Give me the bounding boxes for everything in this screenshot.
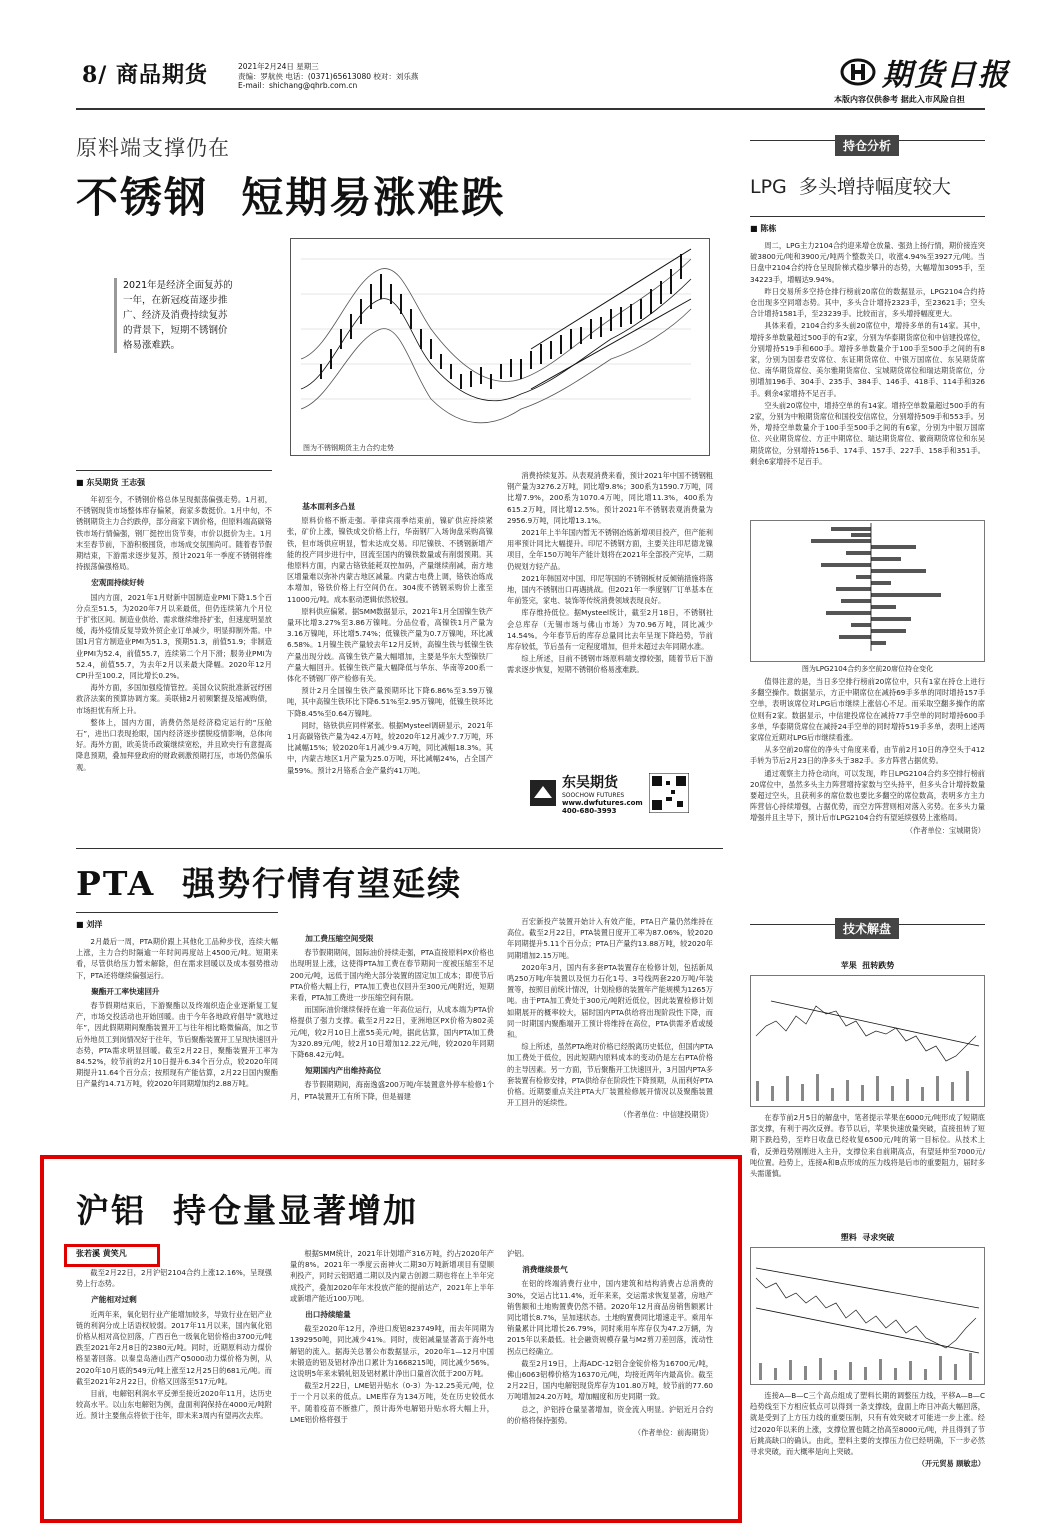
paragraph: 从多空前20席位的净头寸角度来看，由节前2月10日的净空头于412手转为节后2月23日的净多头于382手。多方阵营占据优势。 <box>750 745 985 766</box>
lpg-chart <box>750 520 985 662</box>
ss-advert <box>530 766 710 820</box>
pta-col1 <box>76 912 278 1091</box>
meta-date: 2021年2月24日 星期三 <box>238 62 319 71</box>
alu-col2 <box>290 1248 494 1426</box>
subheading: 宏观面持续好转 <box>91 578 145 588</box>
paragraph: 通过观察主力持仓动向，可以发现，昨日LPG2104合约多空排行榜前20席位中，虽然多头主力阵营增持家数与空头持平，但多头合计增持数量要超过空头，且获利多的席位数也要比多翻空的席位数高，表明多方主力阵营信心持续增强，占据优势，而空方阵营则相对落入劣势。在多头力量增强并且主导下，预计后市LPG2104合约有望延续强势上涨格局。 <box>750 768 985 823</box>
alu-col1 <box>76 1248 272 1423</box>
paragraph: 值得注意的是，当日多空排行榜前20席位中，只有1家在持仓上进行多翻空操作。数据显示，方正中期席位在减持69手多单的同时增持157手空单，表明该席位对LPG后市继续上涨信心不足。而采取空翻多操作的席位则有2家。数据显示，中信建投席位在减持77手空单的同时增持600手多单，华泰期货席位在减持24手空单的同时增持519手多单，表明上述两家席位近期对LPG后市继续看涨。 <box>750 677 985 743</box>
plastic-price-chart-image <box>751 1248 984 1384</box>
pta-headline: PTA 强势行情有望延续 <box>76 864 463 903</box>
paragraph: 春节假期结束后，下游聚酯以及终端织造企业逐渐复工复产，市场交投活动也开始回暖。由于今年各地政府倡导“就地过年”，因此假期期间聚酯装置开工与往年相比略微偏高，加之节后外地员工到岗情况好于往年，节后聚酯装置开工呈现快速回升态势，PTA需求明显回暖。截至2月22日，聚酯装置开工率为84.52%，较节前的2月10日提升6.34个百分点，较2020年同期提升11.64个百分点；按照现有产能估算，2月22日国内聚酯日产量约14.71万吨，较2020年同期增加约2.88万吨。 <box>76 1001 278 1089</box>
paragraph: 2月最后一周，PTA期价跟上其他化工品种步伐，连续大幅上涨，主力合约时隔逾一年时间再度站上4500元/吨。短期来看，尽管供给压力暂未解除，但在需求回暖以及成本强势推动下，PTA还将继续偏强运行。 <box>76 937 278 980</box>
tech-author: （开元贸易 顾敏忠） <box>917 1459 985 1469</box>
subheading: 出口持续缩量 <box>305 1310 351 1320</box>
masthead-title: 期货日报 <box>882 58 1010 93</box>
paragraph: 连接A—B—C三个高点组成了塑料长期的调整压力线，平移A—B—C趋势线至下方相应低点可以得到一条支撑线，盘面上昨日冲高大幅回落，就是受到了上方压力线的重要压制，只有有效突破才可能进一步上涨。经过2020年以来的上涨，支撑位置也随之抬高至8000元/吨，并且得到了节后跳高缺口的确认。由此，塑料主要的支撑压力位已经明确，下一步必然寻求突破，而大概率是向上突破。 <box>750 1391 985 1457</box>
ss-col1 <box>76 470 272 774</box>
lpg-headline: LPG 多头增持幅度较大 <box>750 176 951 198</box>
alu-headline: 沪铝 持仓量显著增加 <box>76 1191 418 1230</box>
section-divider <box>76 848 723 849</box>
alu-author: （作者单位：前海期货） <box>633 1428 713 1438</box>
paragraph: 近两年来，氧化铝行业产能增加较多，导致行业在铝产业链的利润分成上话语权较弱。2017年11月以来，国内氧化铝价格从相对高位回落，广西百色一级氧化铝价格由3700元/吨跌至2021年2月8日的2380元/吨。同时，近期原料动力煤价格显著回落。以秦皇岛港山西产Q5000动力煤价格为例，从2020年10月底的549元/吨上涨至12月25日的681元/吨。而截至2021年2月22日，价格又回落至517元/吨。 <box>76 1309 272 1386</box>
ss-headline: 不锈钢 短期易涨难跌 <box>76 173 506 222</box>
masthead-tagline: 本版内容仅供参考 据此入市风险自担 <box>834 95 965 104</box>
qr-code-icon <box>649 773 689 813</box>
subheading: 产能相对过剩 <box>91 1295 137 1305</box>
lpg-col2 <box>750 664 985 836</box>
lpg-chart-caption: 图为LPG2104合约多空前20席位持仓变化 <box>801 665 934 673</box>
tech-chart1-title: 苹果 扭转跌势 <box>840 961 895 970</box>
paragraph: 沪铝。 <box>507 1249 529 1258</box>
paragraph: 2021年上半年国内暂无不锈钢冶炼新增项目投产，但产能利用率预计同比大幅提升。印尼不锈钢方面，主要关注印尼德龙镍项目，全年150万吨年产能计划将在2021年全部投产完毕，二期仍规划方轻产品。 <box>507 528 713 571</box>
paragraph: 海外方面，多国加强疫情管控。美国众议院批准新冠纾困救济法案的预算协调方案。美联储2月初频繁提及缩减购债，市场担忧有所上升。 <box>76 683 272 715</box>
ss-chart <box>290 238 710 456</box>
paragraph: 综上所述，虽然PTA绝对价格已经脱离历史低位，但国内PTA加工费处于低位，因此短期内原料成本的变动仍是左右PTA价格的主导因素。另一方面，节后聚酯开工快速回升，3月国内PTA多套装置有检修安排，PTA供给存在阶段性下降预期，从而利好PTA价格。近期要重点关注PTA大厂装置检修展开情况以及聚酯装置开工回升的延续性。 <box>507 1042 713 1108</box>
ss-col3 <box>507 470 713 677</box>
ss-lead-text: 2021年是经济全面复苏的一年，在新冠疫苗逐步推广、经济及消费持续复苏的背景下，短期不锈钢价格易涨难跌。 <box>123 280 233 351</box>
paragraph: 2020年3月，国内有多套PTA装置存在检修计划，包括新凤鸣250万吨/年装置以及恒力石化1号、3号线两套220万吨/年装置等，按照目前统计情况，计划检修的装置年产能规模为1265万吨。由于PTA加工费处于300元/吨附近低位，因此装置检修计划如期展开的概率较大，届时国内PTA供给将出现阶段性下降，而同一时期国内聚酯端开工预计将维持在高位，PTA供需矛盾或缓和。 <box>507 962 713 1040</box>
masthead-logo-icon <box>840 57 876 87</box>
paragraph: 消费持续复苏。从表观消费来看，预计2021年中国不锈钢粗钢产量为3276.2万吨，同比增9.8%；300系为1590.7万吨，同比增7.9%，200系为1070.4万吨，同比增11.3%，400系为615.2万吨，同比增12.5%。预计2021年不锈钢表观消费量为2956.9万吨，同比增13.1%。 <box>507 471 713 525</box>
paragraph: 而国际油价继续保持在逾一年高位运行，从成本端为PTA价格提供了强力支撑。截至2月22日，亚洲地区PX价格为802美元/吨，较2月10日上涨55美元/吨，据此估算，国内PTA加工费为320.89元/吨，较2月10日增加12.22元/吨，较2020年同期下降68.42元/吨。 <box>290 1005 494 1060</box>
meta-email: E-mail：shichang@qhrb.com.cn <box>238 81 358 90</box>
alu-col1-text <box>76 1267 272 1422</box>
paragraph: 空头前20席位中，增持空单的有14家。增持空单数量超过500手的有2家，分别为中粮期货席位和国投安信席位，分别增持509手和553手。另外，增持空单数量介于100手至500手之间的有6家，分别为中银万国席位、兴业期货席位、方正中期席位、瑞达期货席位、徽商期货席位和东吴期货席位，分别增持156手、174手、157手、227手、158手和351手。剩余6家增持不足百手。 <box>750 400 985 466</box>
paragraph: 整体上，国内方面，消费仍然是经济稳定运行的“压舱石”，进出口表现抢眼，国内经济逐步摆脱疫情影响，总体向好。海外方面，欧美货币政策继续宽松，并且欧央行有意提高降息预期，叠加拜登政府的财政刺激预期打压，市场仍然偏乐观。 <box>76 717 272 772</box>
paragraph: 2021年韩国对中国、印尼等国的不锈钢板材反倾销措施将落地，国内不锈钢出口再遇挑战。但2021年一季度钢厂订单基本在年前签完，家电、装饰等传统消费领域表现良好。 <box>507 573 713 606</box>
advert-name-en: SOOCHOW FUTURES <box>562 791 625 799</box>
tech-chart1-text <box>750 1112 985 1180</box>
subheading: 消费继续景气 <box>522 1265 568 1275</box>
paragraph: 原料供应偏紧。据SMM数据显示，2021年1月全国镍生铁产量环比增3.27%至3.86万镍吨。分品位看，高镍铁1月产量为3.16万镍吨，环比增5.74%；低镍铁产量为0.7万镍吨，环比减6.58%。1月镍生铁产量较去年12月反转，高镍生铁与低镍生铁产量出现分歧。高镍生铁产量大幅增加，主要是华东大型镍铁厂产量大幅回升。低镍生铁产量大幅降低与华东、华南等200系一体化不锈钢厂停产检修有关。 <box>287 606 493 684</box>
tech-section-tag: 技术解盘 <box>835 918 899 939</box>
tech-chart1 <box>750 975 985 1107</box>
lpg-text-2 <box>750 676 985 836</box>
tech-chart2-title: 塑料 寻求突破 <box>840 1233 895 1242</box>
subheading: 聚酯开工率快速回升 <box>91 986 160 996</box>
ss-lead <box>114 278 234 353</box>
header-rule <box>76 108 985 110</box>
alu-byline: 张若溪 黄笑凡 <box>76 1249 127 1258</box>
paragraph: 截至2月22日，2月沪铝2104合约上涨12.16%，呈现强势上行态势。 <box>76 1268 272 1289</box>
paragraph: 百宏新投产装置开始计入有效产能，PTA日产量仍然维持在高位。截至2月22日，PTA装置日度开工率为87.06%，较2020年同期提升5.11个百分点；PTA日产量约13.88万吨，较2020年同期增加2.15万吨。 <box>507 917 713 960</box>
paragraph: 预计2月全国镍生铁产量预期环比下降6.86%至3.59万镍吨，其中高镍生铁环比下降6.51%至2.95万镍吨，低镍生铁环比下降8.45%至0.64万镍吨。 <box>287 686 493 718</box>
advert-url: www.dwfutures.com <box>562 798 643 807</box>
tech-chart2 <box>750 1247 985 1385</box>
paragraph: 根据SMM统计，2021年计划增产316万吨，约占2020年产量的8%。2021年一季度云南神火二期30万吨新增项目有望顺利投产，同时云铝昭通二期以及内蒙古创源二期也将在上半年完成投产，叠加2020年年末投放产能的提前达产，2021年上半年或新增产能近100万吨。 <box>290 1249 494 1303</box>
paragraph: 目前，电解铝利润水平反弹至接近2020年11月，达历史较高水平。以山东电解铝为例，盘面利润保持在4000元/吨附近。预计主要焦点将依于往年，即未来3周内有望再次去库。 <box>76 1389 272 1421</box>
paragraph: 截至2月19日，上海ADC-12铝合金锭价格为16700元/吨，佛山6063铝棒价格为16370元/吨，均接近两年内最高价。截至2月22日，国内电解铝现货库存为101.80万吨，较节前的77.60万吨增加24.20万吨，增加幅度和历史同期一致。 <box>507 1358 713 1402</box>
advert-name: 东吴期货 <box>562 774 618 791</box>
pta-col3 <box>507 916 713 1121</box>
paragraph: 昨日交易所多空持仓排行榜前20席位的数据显示，LPG2104合约持仓出现多空同增态势。其中，多头合计增持2323手，至23621手；空头合计增持1581手，至23239手。比较而言，多头增持幅度更大。 <box>750 286 985 319</box>
paragraph: 库存维持低位。据Mysteel统计，截至2月18日，不锈钢社会总库存（无锡市场与佛山市场）为70.96万吨，同比减少14.54%。今年春节后的库存总量同比去年呈现下降趋势，节前库存较低，节后虽有一定程度增加，但并未超过去年同期水准。 <box>507 608 713 652</box>
paragraph: 总之，沪铝持仓量显著增加，资金流入明显。沪铝近月合约的价格将保持强势。 <box>507 1404 713 1425</box>
lpg-author: （作者单位：宝城期货） <box>905 825 985 835</box>
subheading: 短期国内产出维持高位 <box>305 1066 382 1076</box>
paragraph: 周二，LPG主力2104合约迎来增仓放量、强劲上扬行情，期价接连突破3800元/吨和3900元/吨两个整数关口，收涨4.94%至3927元/吨。当日盘中2104合约持仓呈现阶梯式稳步攀升的态势，大幅增加3095手，至34223手，增幅达9.94%。 <box>750 241 985 284</box>
tech-chart2-text <box>750 1390 985 1469</box>
ss-byline: ■ 东吴期货 王志强 <box>76 470 272 488</box>
pta-author: （作者单位：中信建投期货） <box>619 1110 713 1120</box>
paragraph: 国内方面，2021年1月财新中国制造业PMI下降1.5个百分点至51.5，为2020年7月以来最低，但仍连续第九个月位于扩张区间。制造业供给、需求继续维持扩张，但速度明显放缓，海外疫情反复导致外贸企业订单减少，明显抑制外需。中国1月官方制造业PMI为51.3，预期51.3，前值51.9；非制造业PMI为52.4，前值55.7，连续第二个月下滑；服务业PMI为52.4，前值55.7，为去年2月以来最大降幅。2020年12月CPI升至100.2，同比增长0.2%。 <box>76 592 272 681</box>
pta-col2 <box>290 928 494 1103</box>
page-meta <box>238 62 418 91</box>
ss-col1-text <box>76 494 272 773</box>
lpg-text <box>750 240 985 467</box>
ss-kicker: 原料端支撑仍在 <box>76 136 230 160</box>
ss-chart-caption: 图为不锈钢期货主力合约走势 <box>303 444 394 452</box>
paragraph: 综上所述，目前不锈钢市场原料端支撑较强，随着节后下游需求逐步恢复，短期不锈钢价格易涨难跌。 <box>507 654 713 675</box>
paragraph: 同时，铬铁供应同样紧张。根据Mysteel调研显示，2021年1月高碳铬铁产量为42.4万吨，较2020年12月减少7.7万吨，环比减幅15%；较2020年1月减少9.4万吨，同比减幅18.3%。其中，内蒙古地区1月产量为25.0万吨，环比减幅24%，占全国产量59%。预计2月铬系合金产量约41万吨。 <box>287 720 493 775</box>
paragraph: 年初至今，不锈钢价格总体呈现振荡偏强走势。1月初，不锈钢现货市场整体库存偏紧，商家多数挺价。1月中旬，不锈钢期货主力合约跌停，部分商家下调价格，但原料端高碳铬铁市场行情偏强，钢厂挺控出货节奏，市价以挺价为主。1月末至春节前，下游积极囤货，市场成交氛围尚可。随着春节假期结束，下游需求逐步复苏，预计2021年一季度不锈钢将维持振荡偏强格局。 <box>76 495 272 572</box>
advert-tel: 400-680-3993 <box>562 806 617 815</box>
page-number-section: 8/ 商品期货 <box>82 62 209 88</box>
apple-price-chart-image <box>751 976 984 1106</box>
subheading: 基本面利多凸显 <box>302 502 356 511</box>
lpg-byline: ■ 陈栋 <box>750 216 985 234</box>
pta-col1-text <box>76 936 278 1090</box>
paragraph: 具体来看，2104合约多头前20席位中，增持多单的有14家。其中，增持多单数量超过500手的有2家，分别为华泰期货席位和中信建投席位，分别增持519手和600手。增持多单数量介于100手至500手之间的有8家，分别为国泰君安席位、东证期货席位、中银万国席位、东吴期货席位、南华期货席位、美尔雅期货席位、宝城期货席位和瑞达期货席位，分别增加196手、304手、235手、384手、146手、418手、114手和326手。剩余4家增持不足百手。 <box>750 321 985 398</box>
alu-col3 <box>507 1248 713 1438</box>
masthead <box>840 50 1010 94</box>
paragraph: 在春节前2月5日的解盘中，笔者提示苹果在6000元/吨形成了短期底部支撑，有利于再次反弹。春节以后，苹果快速放量突破，直接扭转了短期下跌趋势，至昨日收盘已经收复6500元/吨的第一目标位。从技术上看，反弹趋势刚刚进入主升，支撑位来自前期高点，有望延伸至7000元/吨位置。趋势上，连接A和B点形成的压力线将是后市的重要阻力，届时多头需谨慎。 <box>750 1113 985 1179</box>
soochow-logo-icon <box>530 780 556 806</box>
subheading: 加工费压缩空间受限 <box>305 934 374 943</box>
pta-byline: ■ 刘洋 <box>76 912 278 930</box>
paragraph: 原料价格不断走强。菲律宾雨季结束前，镍矿供应持续紧张，矿价上涨，镍铁成交价格上行，华南钢厂入场询盘采购高镍铁，但市场供应明显，暂未达成交易。印尼镍铁、不锈钢新增产能的投产同步进行中，回流至国内的镍铁数量或有削弱预期。其他原料方面，内蒙古铬铁能耗双控加码，产量继续削减，南方地区增量难以弥补内蒙古地区减量。内蒙古电费上调，铬铁冶炼成本增加，铬铁价格上行空间仍在。304废不锈钢采购价上涨至11000元/吨。成本驱动逻辑依然较强。 <box>287 516 493 604</box>
meta-editor: 责编：罗航侠 电话：(0371)65613080 校对：刘乐燕 <box>238 71 419 81</box>
paragraph: 截至2月22日，LME铝升贴水（0-3）为-12.25美元/吨，位于一个月以来的低点。LME库存为134万吨，处在历史较低水平。随着疫苗不断推广，预计海外电解铝升贴水将大幅上升，LME铝价格将强于 <box>290 1381 494 1424</box>
paragraph: 春节假期期间，国际油价持续走强，PTA直接原料PX价格也出现明显上涨，这使得PTA加工费在春节期间一度被压缩至不足200元/吨，远低于国内绝大部分装置的固定加工成本；即使节后PTA价格大幅上行，PTA加工费也仅回升至300元/吨附近，短期来看，PTA加工费进一步压缩空间有限。 <box>290 948 494 1003</box>
lpg-col <box>750 216 985 468</box>
lpg-section-tag: 持仓分析 <box>835 135 899 156</box>
ss-price-chart-image <box>291 239 709 439</box>
lpg-position-chart-image <box>751 521 984 661</box>
paragraph: 春节假期期间，海南逸盛200万吨/年装置意外停车检修1个月，PTA装置开工有所下降，但是福建 <box>290 1080 494 1101</box>
ss-col2 <box>287 496 493 777</box>
paragraph: 截至2020年12月，净进口废铝823749吨，而去年同期为1392950吨，同比减少41%。同时，废铝减量显著高于海外电解铝的流入。据海关总署公布数据显示，2020年1—12月中国未锻造的铝及铝材净出口累计为1668215吨，同比减少56%。这说明5年来未锻轧铝及铝材累计净出口量首次低于200万吨。 <box>290 1324 494 1379</box>
paragraph: 在铝的终端消费行业中，国内建筑和结构消费占总消费的30%，交运占比11.4%，近年来来，交运需求恢复显著，房地产销售额和土地购置费仍然不错。2020年12月商品房销售额累计同比增长8.7%，呈加速状态。土地购置费同比增速走平。乘用车销量累计同比增长26.79%，同时乘用车库存仅为47.2万辆，为2015年以来最低。社会融资规模存量与M2剪刀差回落，流动性拐点已经确立。 <box>507 1279 713 1356</box>
